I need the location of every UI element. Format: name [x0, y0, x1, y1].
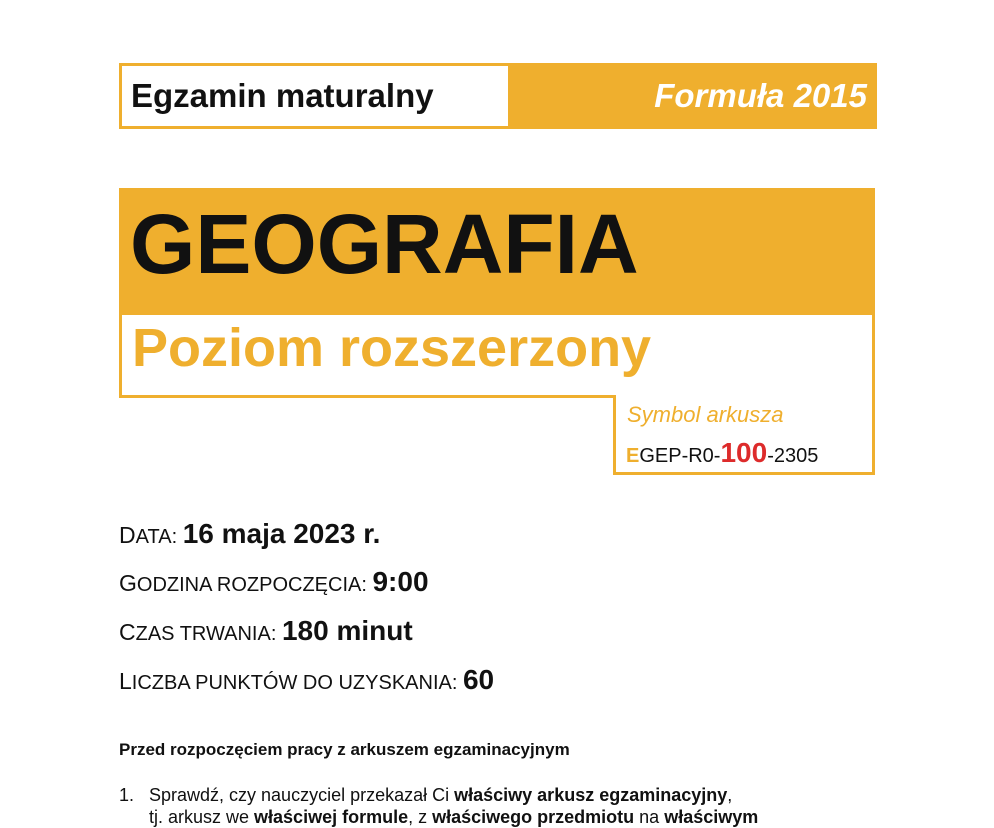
sheet-symbol-box	[613, 395, 875, 475]
sheet-code-number: 100	[720, 437, 768, 468]
instruction-line-1: Sprawdź, czy nauczyciel przekazał Ci właściwy arkusz egzaminacyjny,	[149, 785, 733, 805]
info-start-time-label: GODZINA ROZPOCZĘCIA:	[119, 570, 373, 596]
sheet-symbol-code	[626, 437, 818, 469]
instructions-heading: Przed rozpoczęciem pracy z arkuszem egzaminacyjnym	[119, 740, 570, 759]
level-label: Poziom rozszerzony	[132, 318, 652, 378]
instruction-text	[149, 784, 849, 828]
info-duration	[119, 615, 413, 647]
sheet-code-first-letter: E	[626, 445, 640, 467]
info-start-time-value: 9:00	[372, 566, 429, 597]
info-points	[119, 664, 494, 696]
subject-block	[119, 188, 875, 398]
exam-title: Egzamin maturalny	[122, 66, 508, 126]
info-duration-label: CZAS TRWANIA:	[119, 619, 282, 645]
sheet-code-prefix: GEP-R0-	[639, 445, 721, 467]
info-date	[119, 518, 380, 550]
info-points-value: 60	[462, 664, 495, 695]
exam-header-band	[119, 63, 877, 129]
info-start-time	[119, 566, 429, 598]
sheet-symbol-label: Symbol arkusza	[627, 402, 784, 427]
sheet-code-suffix: -2305	[767, 445, 819, 467]
info-points-label: LICZBA PUNKTÓW DO UZYSKANIA:	[119, 668, 463, 694]
subject-title: GEOGRAFIA	[130, 197, 639, 291]
instruction-number: 1.	[119, 785, 135, 805]
info-date-label: DATA:	[119, 522, 183, 548]
info-date-value: 16 maja 2023 r.	[182, 518, 381, 549]
level-box	[122, 315, 872, 395]
info-duration-value: 180 minut	[281, 615, 413, 646]
instruction-line-2: tj. arkusz we właściwej formule, z właściwego przedmiotu na właściwym	[149, 807, 759, 827]
formula-label: Formuła 2015	[654, 77, 867, 114]
